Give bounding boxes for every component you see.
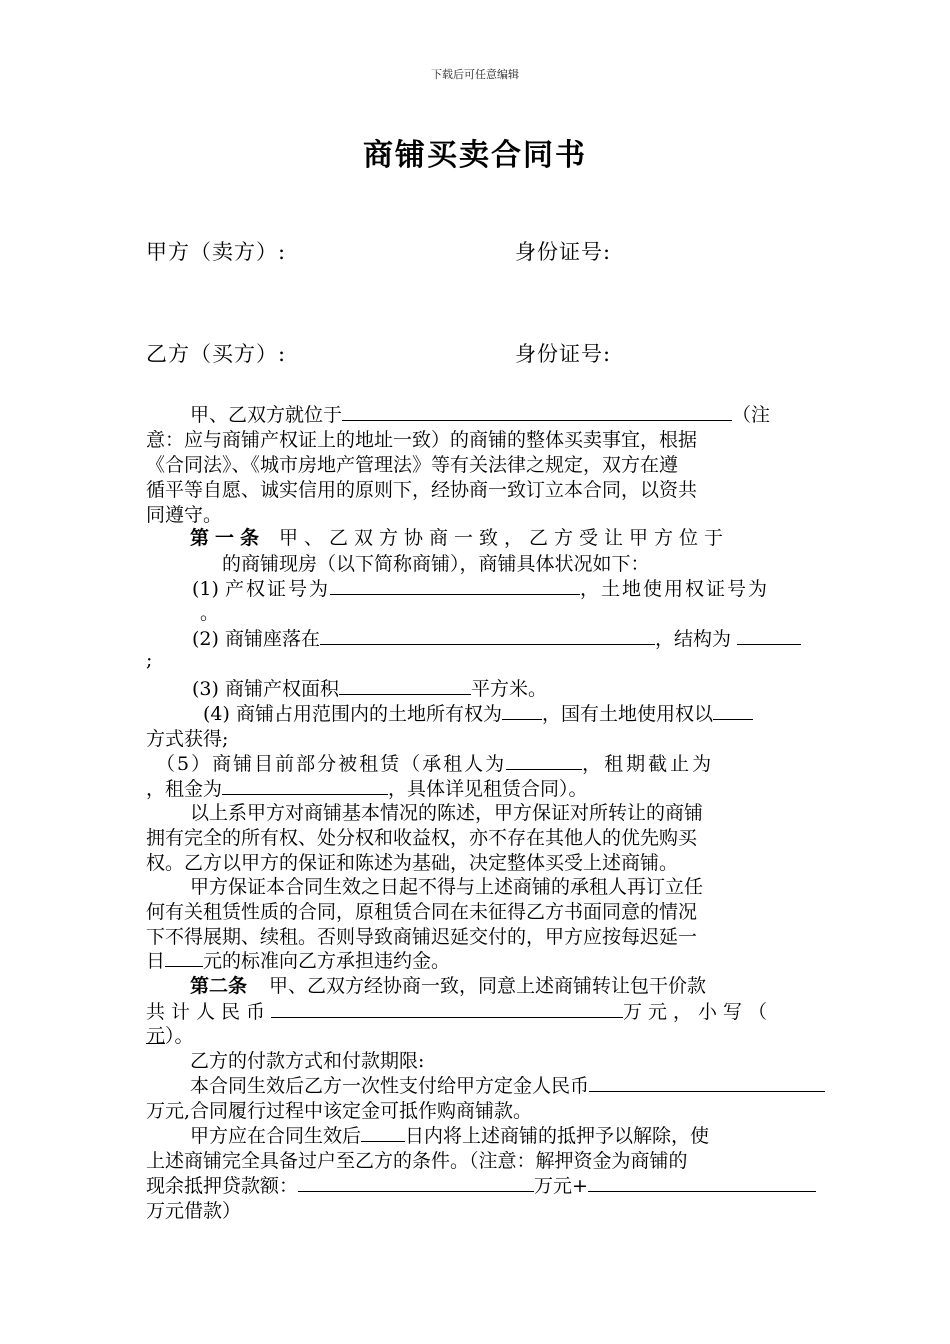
item-1-number: (1) xyxy=(192,578,219,600)
party-b-label: 乙方（买方）: xyxy=(146,342,287,366)
rent-blank xyxy=(222,776,388,795)
paren-close: ）。 xyxy=(165,1025,194,1047)
deposit-text: 本合同生效后乙方一次性支付给甲方定金人民币 xyxy=(190,1075,590,1097)
art1-para1-line-1: 以上系甲方对商铺基本情况的陈述，甲方保证对所转让的商铺 xyxy=(190,802,704,824)
article-2-text: 甲、乙双方经协商一致，同意上述商铺转让包干价款 xyxy=(269,975,707,997)
item-1-text: 产权证号为 xyxy=(224,578,330,600)
deposit-blank xyxy=(589,1073,825,1092)
total-price-blank xyxy=(271,999,623,1018)
preamble-line-3: 《合同法》、《城市房地产管理法》等有关法律之规定，双方在遵 xyxy=(146,454,679,476)
item-2-text-2: ，结构为 xyxy=(654,628,731,650)
total-price-label: 共计人民币 xyxy=(146,1001,272,1023)
mortgage-line-3 xyxy=(146,1171,816,1198)
land-ownership-blank xyxy=(502,701,542,720)
mortgage-line-4: 万元借款） xyxy=(146,1200,242,1222)
structure-blank xyxy=(737,626,801,645)
item-5-text-3: ，具体详见租赁合同）。 xyxy=(388,778,588,800)
article-2-line-3 xyxy=(146,1021,194,1048)
item-3-unit: 平方米。 xyxy=(470,678,547,700)
area-blank xyxy=(339,676,471,695)
mortgage-line-2: 上述商铺完全具备过户至乙方的条件。（注意：解押资金为商铺的 xyxy=(146,1150,688,1172)
header-note: 下载后可任意编辑 xyxy=(431,68,519,81)
item-1-text-2: ，土地使用权证号为 xyxy=(579,578,769,600)
deposit-line-2: 万元,合同履行过程中该定金可抵作购商铺款。 xyxy=(146,1100,533,1122)
art1-para2-line-1: 甲方保证本合同生效之日起不得与上述商铺的承租人再订立任 xyxy=(190,876,704,898)
party-b-id-label: 身份证号: xyxy=(515,342,612,366)
article-2-line-2 xyxy=(146,997,773,1024)
article-2-heading: 第二条 xyxy=(190,975,248,997)
land-use-method-blank xyxy=(713,701,753,720)
item-2 xyxy=(192,624,801,651)
item-4-text-2: ，国有土地使用权以 xyxy=(541,703,713,725)
art1-para2-line-4 xyxy=(146,946,450,973)
art1-para2-line-3: 下不得展期、续租。否则导致商铺迟延交付的，甲方应按每迟延一 xyxy=(146,926,698,948)
total-price-unit: 万元，小写（ xyxy=(623,1001,774,1023)
article-2-line-1 xyxy=(190,971,706,998)
item-3-number: (3) xyxy=(192,678,219,700)
item-2-text: 商铺座落在 xyxy=(224,628,320,650)
penalty-blank xyxy=(165,948,203,967)
article-1-text: 甲、乙双方协商一致，乙方受让甲方位于 xyxy=(279,527,730,549)
item-5 xyxy=(156,749,714,776)
day-label: 日 xyxy=(146,950,166,972)
preamble-line-2: 意：应与商铺产权证上的地址一致）的商铺的整体买卖事宜，根据 xyxy=(146,429,698,451)
art1-para2-line-2: 何有关租赁性质的合同，原租赁合同在未征得乙方书面同意的情况 xyxy=(146,901,698,923)
item-4 xyxy=(203,699,753,726)
article-1-line-2: 的商铺现房（以下简称商铺），商铺具体状况如下： xyxy=(222,553,650,575)
preamble-line-4: 循平等自愿、诚实信用的原则下，经协商一致订立本合同，以资共 xyxy=(146,479,698,501)
item-1-end: 。 xyxy=(200,602,220,624)
article-1-line-1 xyxy=(190,523,729,550)
tenant-blank xyxy=(506,751,582,770)
item-3 xyxy=(192,674,547,701)
mortgage-text: 甲方应在合同生效后 xyxy=(190,1125,362,1147)
mortgage-line-1 xyxy=(190,1121,709,1148)
item-5-text-2: ，租期截止为 xyxy=(582,753,715,775)
days-blank xyxy=(361,1123,405,1142)
item-4-number: (4) xyxy=(203,703,230,725)
item-1 xyxy=(192,574,769,601)
payment-method-label: 乙方的付款方式和付款期限: xyxy=(190,1050,425,1072)
deposit-line xyxy=(190,1071,825,1098)
party-a-label: 甲方（卖方）: xyxy=(146,240,287,264)
loan-balance-blank xyxy=(298,1173,534,1192)
address-blank xyxy=(342,402,732,421)
art1-para1-line-3: 权。乙方以甲方的保证和陈述为基础，决定整体买受上述商铺。 xyxy=(146,852,679,874)
borrowing-blank xyxy=(588,1173,816,1192)
item-2-number: (2) xyxy=(192,628,219,650)
mortgage-text-2: 日内将上述商铺的抵押予以解除，使 xyxy=(405,1125,710,1147)
location-blank xyxy=(320,626,655,645)
loan-plus: 万元+ xyxy=(534,1175,588,1197)
item-4-text: 商铺占用范围内的土地所有权为 xyxy=(235,703,502,725)
property-cert-blank xyxy=(330,576,580,595)
article-1-heading: 第一条 xyxy=(190,527,266,549)
preamble-line-5: 同遵守。 xyxy=(146,504,223,526)
loan-balance-label: 现余抵押贷款额： xyxy=(146,1175,299,1197)
preamble-text: 甲、乙双方就位于 xyxy=(190,404,343,426)
preamble-line-1 xyxy=(190,400,770,427)
preamble-note-start: （注 xyxy=(732,404,771,426)
art1-para1-line-2: 拥有完全的所有权、处分权和收益权，亦不存在其他人的优先购买 xyxy=(146,827,698,849)
penalty-text: 元的标准向乙方承担违约金。 xyxy=(203,950,451,972)
item-5-text: （5）商铺目前部分被租赁（承租人为 xyxy=(156,753,507,775)
item-5-line-2 xyxy=(146,774,588,801)
item-2-end: ; xyxy=(146,649,153,671)
yuan-label: 元 xyxy=(146,1025,166,1047)
item-3-text: 商铺产权面积 xyxy=(224,678,339,700)
document-title: 商铺买卖合同书 xyxy=(363,138,587,173)
party-a-id-label: 身份证号: xyxy=(515,240,612,264)
item-4-end: 方式获得; xyxy=(146,728,229,750)
item-5-rent-label: ，租金为 xyxy=(146,778,223,800)
